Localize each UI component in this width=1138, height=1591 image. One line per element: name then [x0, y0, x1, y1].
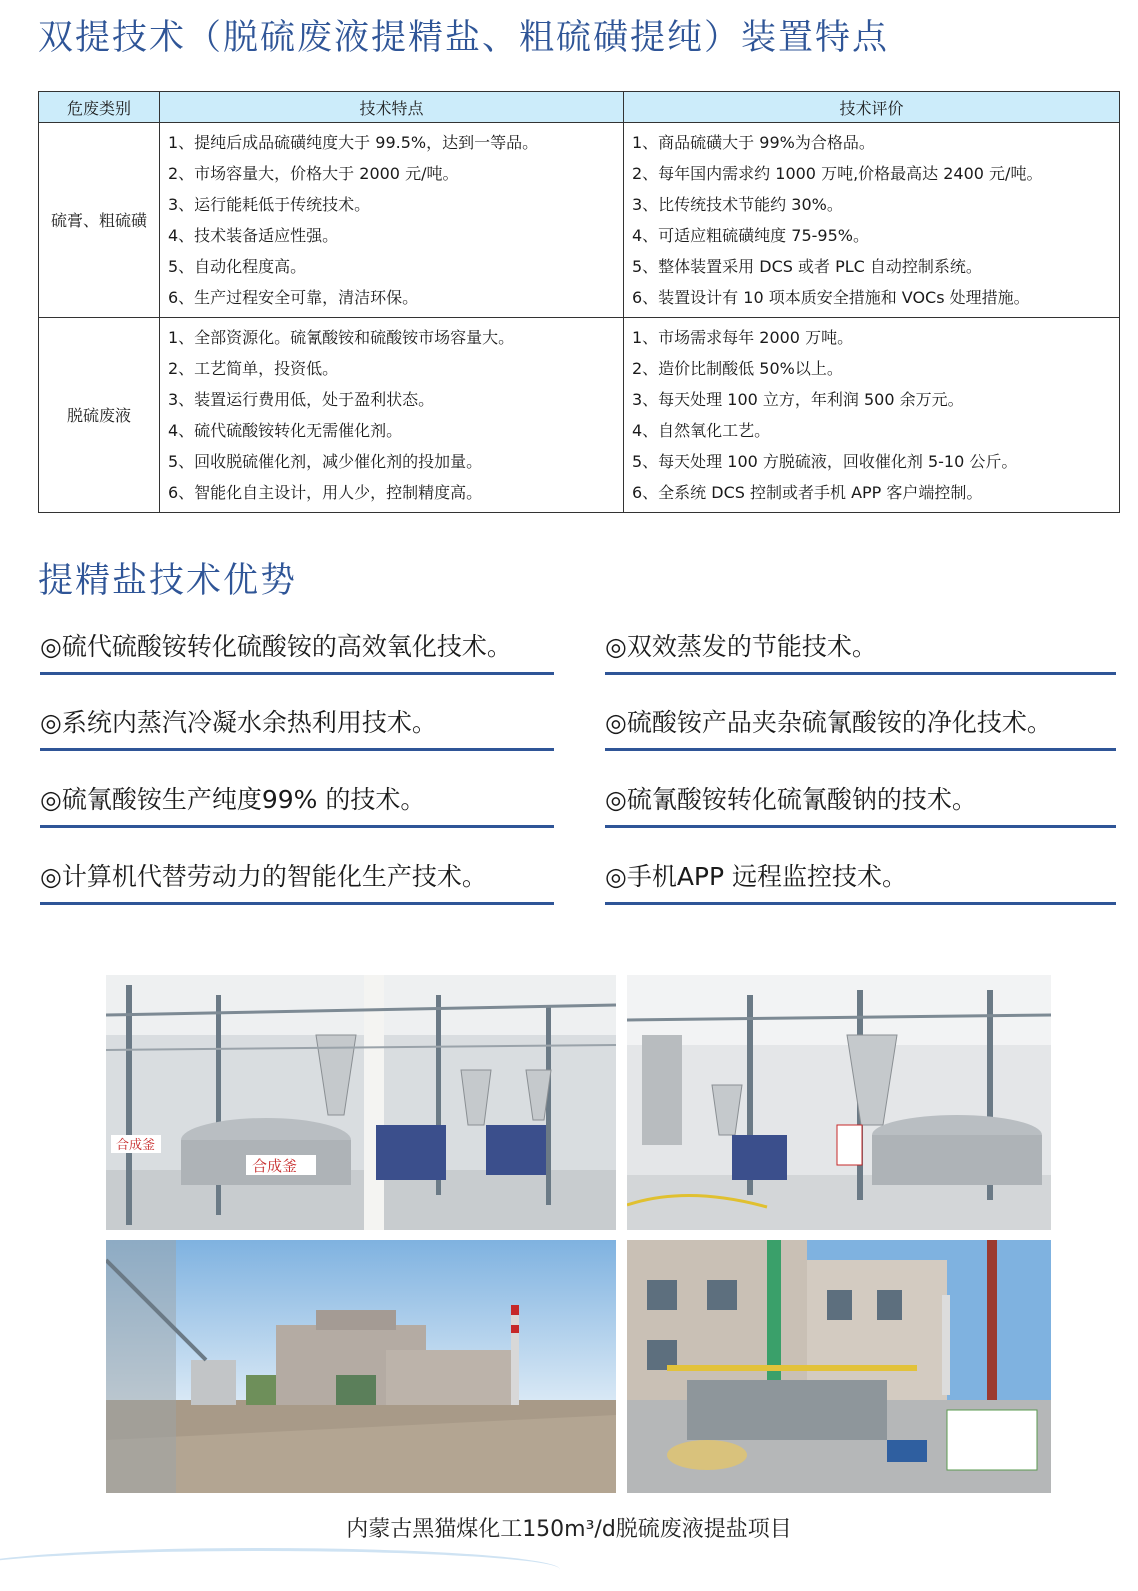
list-item: 4、可适应粗硫磺纯度 75-95%。 — [632, 226, 869, 245]
list-item: 6、智能化自主设计，用人少，控制精度高。 — [168, 483, 483, 502]
photo-caption: 内蒙古黑猫煤化工150m³/d脱硫废液提盐项目 — [346, 1517, 792, 1542]
table-header-row — [39, 92, 1120, 123]
feature-table — [38, 91, 1120, 513]
list-item: 4、硫代硫酸铵转化无需催化剂。 — [168, 421, 403, 440]
advantage-item: ◎双效蒸发的节能技术。 — [605, 622, 1116, 675]
advantage-item: ◎硫氰酸铵生产纯度99% 的技术。 — [40, 775, 554, 828]
list-item: 5、每天处理 100 方脱硫液，回收催化剂 5-10 公斤。 — [632, 452, 1018, 471]
decorative-swoosh — [0, 1548, 560, 1591]
table-row — [39, 318, 1120, 513]
list-item: 4、技术装备适应性强。 — [168, 226, 339, 245]
advantage-item: ◎计算机代替劳动力的智能化生产技术。 — [40, 852, 554, 905]
table-row — [39, 123, 1120, 318]
list-item: 6、全系统 DCS 控制或者手机 APP 客户端控制。 — [632, 483, 983, 502]
header-category: 危废类别 — [39, 92, 160, 123]
list-item: 2、造价比制酸低 50%以上。 — [632, 359, 843, 378]
row-features — [160, 123, 624, 318]
plant-photo-indoor-left — [106, 975, 616, 1230]
list-item: 5、回收脱硫催化剂，减少催化剂的投加量。 — [168, 452, 483, 471]
list-item: 1、全部资源化。硫氰酸铵和硫酸铵市场容量大。 — [168, 328, 515, 347]
list-item: 2、市场容量大，价格大于 2000 元/吨。 — [168, 164, 459, 183]
list-item: 6、生产过程安全可靠，清洁环保。 — [168, 288, 419, 307]
advantage-item: ◎手机APP 远程监控技术。 — [605, 852, 1116, 905]
plant-photo-outdoor-right — [627, 1240, 1051, 1493]
main-heading: 双提技术（脱硫废液提精盐、粗硫磺提纯）装置特点 — [38, 18, 890, 58]
list-item: 2、工艺简单，投资低。 — [168, 359, 339, 378]
row-evaluation — [624, 123, 1120, 318]
reactor-sign: 合成釜 — [252, 1157, 298, 1175]
list-item: 6、装置设计有 10 项本质安全措施和 VOCs 处理措施。 — [632, 288, 1030, 307]
list-item: 3、装置运行费用低，处于盈利状态。 — [168, 390, 435, 409]
list-item: 3、运行能耗低于传统技术。 — [168, 195, 371, 214]
advantage-item: ◎硫酸铵产品夹杂硫氰酸铵的净化技术。 — [605, 698, 1116, 751]
header-features: 技术特点 — [160, 92, 624, 123]
row-evaluation — [624, 318, 1120, 513]
advantage-item: ◎硫代硫酸铵转化硫酸铵的高效氧化技术。 — [40, 622, 554, 675]
row-category: 脱硫废液 — [39, 318, 160, 513]
list-item: 4、自然氧化工艺。 — [632, 421, 771, 440]
list-item: 1、商品硫磺大于 99%为合格品。 — [632, 133, 875, 152]
list-item: 2、每年国内需求约 1000 万吨,价格最高达 2400 元/吨。 — [632, 164, 1043, 183]
plant-photo-outdoor-left — [106, 1240, 616, 1493]
list-item: 1、提纯后成品硫磺纯度大于 99.5%，达到一等品。 — [168, 133, 539, 152]
plant-photo-indoor-right — [627, 975, 1051, 1230]
list-item: 5、自动化程度高。 — [168, 257, 307, 276]
list-item: 5、整体装置采用 DCS 或者 PLC 自动控制系统。 — [632, 257, 982, 276]
list-item: 1、市场需求每年 2000 万吨。 — [632, 328, 854, 347]
row-features — [160, 318, 624, 513]
row-category: 硫膏、粗硫磺 — [39, 123, 160, 318]
list-item: 3、每天处理 100 立方，年利润 500 余万元。 — [632, 390, 964, 409]
header-evaluation: 技术评价 — [624, 92, 1120, 123]
advantage-item: ◎系统内蒸汽冷凝水余热利用技术。 — [40, 698, 554, 751]
advantages-heading: 提精盐技术优势 — [38, 561, 298, 601]
list-item: 3、比传统技术节能约 30%。 — [632, 195, 843, 214]
advantage-item: ◎硫氰酸铵转化硫氰酸钠的技术。 — [605, 775, 1116, 828]
reactor-sign: 合成釜 — [116, 1138, 156, 1153]
